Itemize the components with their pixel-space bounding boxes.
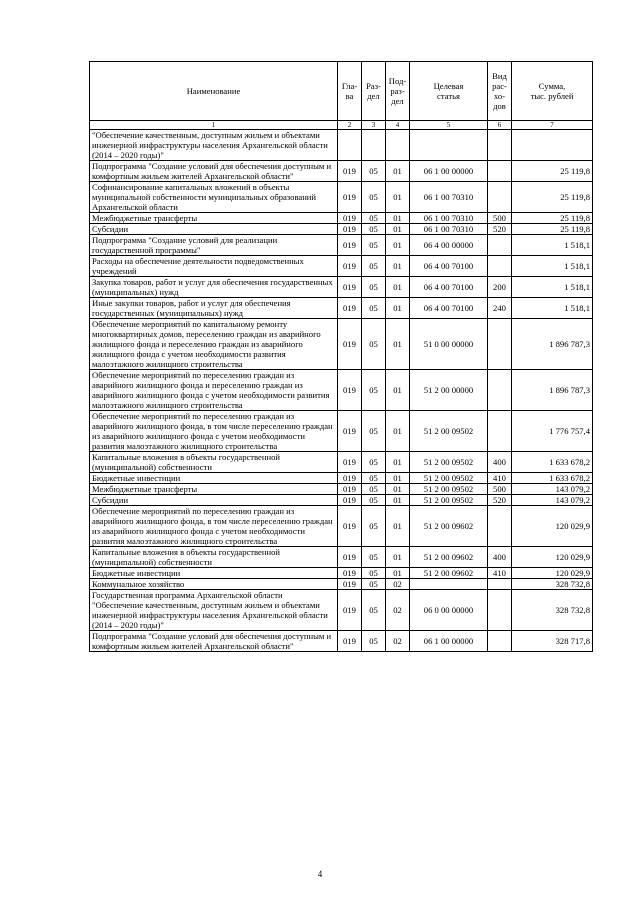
cell-razdel: 05 xyxy=(362,484,386,495)
cell-podrazdel: 01 xyxy=(386,298,410,319)
cell-statya: 51 2 00 09602 xyxy=(410,506,488,547)
cell-vid xyxy=(488,182,512,213)
cell-glava: 019 xyxy=(338,506,362,547)
table-row xyxy=(90,568,593,579)
cell-razdel: 05 xyxy=(362,161,386,182)
cell-razdel: 05 xyxy=(362,319,386,370)
table-row xyxy=(90,411,593,452)
table-row xyxy=(90,130,593,161)
header-razdel: Раз- дел xyxy=(362,62,386,121)
cell-summa: 120 029,9 xyxy=(512,506,593,547)
cell-glava: 019 xyxy=(338,473,362,484)
cell-podrazdel: 02 xyxy=(386,579,410,590)
cell-summa: 25 119,8 xyxy=(512,182,593,213)
cell-summa: 1 518,1 xyxy=(512,256,593,277)
cell-summa: 1 518,1 xyxy=(512,277,593,298)
column-number-row xyxy=(90,121,593,130)
column-number: 6 xyxy=(488,121,512,130)
cell-glava: 019 xyxy=(338,411,362,452)
page-number: 4 xyxy=(317,869,323,879)
cell-podrazdel: 02 xyxy=(386,631,410,652)
cell-statya: 06 1 00 70310 xyxy=(410,224,488,235)
cell-statya: 51 2 00 09502 xyxy=(410,484,488,495)
cell-name: Подпрограмма "Создание условий для реализации государственной программы" xyxy=(90,235,338,256)
cell-statya: 51 2 00 09502 xyxy=(410,473,488,484)
table-body xyxy=(90,62,593,652)
cell-razdel: 05 xyxy=(362,506,386,547)
cell-name: Субсидии xyxy=(90,495,338,506)
cell-statya: 51 2 00 09602 xyxy=(410,547,488,568)
cell-name: Подпрограмма "Создание условий для обеспечения доступным и комфортным жильем жителей Архангельской области" xyxy=(90,161,338,182)
table-row xyxy=(90,452,593,473)
cell-name: "Обеспечение качественным, доступным жильем и объектами инженерной инфраструктуры населения Архангельской области (2014 – 2020 годы)" xyxy=(90,130,338,161)
cell-glava: 019 xyxy=(338,224,362,235)
cell-statya: 51 2 00 00000 xyxy=(410,370,488,411)
cell-vid: 520 xyxy=(488,224,512,235)
cell-razdel: 05 xyxy=(362,298,386,319)
table-row xyxy=(90,213,593,224)
cell-podrazdel: 01 xyxy=(386,495,410,506)
cell-glava: 019 xyxy=(338,298,362,319)
cell-statya xyxy=(410,579,488,590)
cell-glava: 019 xyxy=(338,319,362,370)
column-number: 2 xyxy=(338,121,362,130)
cell-vid xyxy=(488,579,512,590)
table-row xyxy=(90,631,593,652)
cell-glava xyxy=(338,130,362,161)
cell-statya: 51 2 00 09502 xyxy=(410,452,488,473)
header-row xyxy=(90,62,593,121)
cell-podrazdel: 01 xyxy=(386,370,410,411)
cell-statya: 06 1 00 00000 xyxy=(410,631,488,652)
cell-razdel: 05 xyxy=(362,224,386,235)
cell-glava: 019 xyxy=(338,370,362,411)
cell-vid: 410 xyxy=(488,473,512,484)
cell-glava: 019 xyxy=(338,579,362,590)
cell-statya: 06 0 00 00000 xyxy=(410,590,488,631)
cell-razdel xyxy=(362,130,386,161)
cell-name: Межбюджетные трансферты xyxy=(90,213,338,224)
cell-glava: 019 xyxy=(338,277,362,298)
cell-name: Межбюджетные трансферты xyxy=(90,484,338,495)
cell-podrazdel: 01 xyxy=(386,235,410,256)
cell-glava: 019 xyxy=(338,547,362,568)
column-number: 7 xyxy=(512,121,593,130)
table-row xyxy=(90,484,593,495)
cell-statya: 51 2 00 09502 xyxy=(410,495,488,506)
cell-statya: 06 4 00 70100 xyxy=(410,298,488,319)
cell-glava: 019 xyxy=(338,590,362,631)
cell-razdel: 05 xyxy=(362,631,386,652)
cell-vid xyxy=(488,319,512,370)
header-name: Наименование xyxy=(90,62,338,121)
cell-summa: 1 633 678,2 xyxy=(512,473,593,484)
cell-vid xyxy=(488,256,512,277)
table-row xyxy=(90,277,593,298)
cell-name: Капитальные вложения в объекты государственной (муниципальной) собственности xyxy=(90,547,338,568)
cell-podrazdel: 01 xyxy=(386,182,410,213)
column-number: 5 xyxy=(410,121,488,130)
cell-summa: 1 896 787,3 xyxy=(512,319,593,370)
cell-vid: 520 xyxy=(488,495,512,506)
cell-statya: 06 4 00 70100 xyxy=(410,256,488,277)
table-row xyxy=(90,473,593,484)
table-row xyxy=(90,235,593,256)
cell-name: Обеспечение мероприятий по переселению граждан из аварийного жилищного фонда, в том числе переселению граждан из аварийного жилищного фонда с учетом необходимости развития малоэтажного жилищного строительства xyxy=(90,411,338,452)
cell-statya: 51 2 00 09502 xyxy=(410,411,488,452)
cell-name: Софинансирование капитальных вложений в объекты муниципальной собственности муниципальных образований Архангельской области xyxy=(90,182,338,213)
cell-name: Бюджетные инвестиции xyxy=(90,568,338,579)
cell-statya xyxy=(410,130,488,161)
cell-razdel: 05 xyxy=(362,256,386,277)
cell-summa xyxy=(512,130,593,161)
cell-name: Обеспечение мероприятий по переселению граждан из аварийного жилищного фонда, в том числе переселению граждан из аварийного жилищного фонда с учетом необходимости развития малоэтажного жилищного строительства xyxy=(90,506,338,547)
cell-razdel: 05 xyxy=(362,579,386,590)
cell-razdel: 05 xyxy=(362,277,386,298)
cell-summa: 1 633 678,2 xyxy=(512,452,593,473)
header-statya: Целевая статья xyxy=(410,62,488,121)
table-row xyxy=(90,547,593,568)
cell-name: Обеспечение мероприятий по переселению граждан из аварийного жилищного фонда и переселению граждан из аварийного жилищного фонда с учетом необходимости развития малоэтажного жилищного строительства xyxy=(90,370,338,411)
cell-glava: 019 xyxy=(338,484,362,495)
cell-name: Субсидии xyxy=(90,224,338,235)
cell-vid: 400 xyxy=(488,452,512,473)
cell-statya: 06 4 00 00000 xyxy=(410,235,488,256)
table-row xyxy=(90,579,593,590)
cell-summa: 120 029,9 xyxy=(512,547,593,568)
cell-summa: 25 119,8 xyxy=(512,161,593,182)
table-row xyxy=(90,590,593,631)
cell-podrazdel: 01 xyxy=(386,213,410,224)
header-summa: Сумма, тыс. рублей xyxy=(512,62,593,121)
cell-statya: 06 1 00 70310 xyxy=(410,213,488,224)
cell-razdel: 05 xyxy=(362,411,386,452)
cell-summa: 1 518,1 xyxy=(512,235,593,256)
cell-podrazdel: 01 xyxy=(386,484,410,495)
cell-razdel: 05 xyxy=(362,547,386,568)
table-row xyxy=(90,298,593,319)
cell-razdel: 05 xyxy=(362,568,386,579)
table-row xyxy=(90,495,593,506)
cell-razdel: 05 xyxy=(362,213,386,224)
cell-vid: 200 xyxy=(488,277,512,298)
cell-glava: 019 xyxy=(338,256,362,277)
cell-summa: 328 732,8 xyxy=(512,579,593,590)
cell-podrazdel: 01 xyxy=(386,568,410,579)
cell-vid: 500 xyxy=(488,484,512,495)
cell-glava: 019 xyxy=(338,213,362,224)
cell-vid: 240 xyxy=(488,298,512,319)
cell-statya: 06 1 00 00000 xyxy=(410,161,488,182)
cell-podrazdel: 01 xyxy=(386,161,410,182)
table-row xyxy=(90,224,593,235)
header-vid: Вид рас- хо- дов xyxy=(488,62,512,121)
cell-statya: 06 4 00 70100 xyxy=(410,277,488,298)
cell-name: Подпрограмма "Создание условий для обеспечения доступным и комфортным жильем жителей Архангельской области" xyxy=(90,631,338,652)
cell-summa: 143 079,2 xyxy=(512,484,593,495)
cell-name: Государственная программа Архангельской области "Обеспечение качественным, доступным жильем и объектами инженерной инфраструктуры населения Архангельской области (2014 – 2020 годы)" xyxy=(90,590,338,631)
cell-glava: 019 xyxy=(338,161,362,182)
cell-razdel: 05 xyxy=(362,495,386,506)
cell-vid: 410 xyxy=(488,568,512,579)
cell-razdel: 05 xyxy=(362,182,386,213)
column-number: 4 xyxy=(386,121,410,130)
cell-podrazdel: 01 xyxy=(386,256,410,277)
cell-razdel: 05 xyxy=(362,452,386,473)
cell-glava: 019 xyxy=(338,631,362,652)
cell-podrazdel: 02 xyxy=(386,590,410,631)
cell-statya: 51 2 00 09602 xyxy=(410,568,488,579)
cell-summa: 1 518,1 xyxy=(512,298,593,319)
cell-summa: 1 776 757,4 xyxy=(512,411,593,452)
cell-name: Иные закупки товаров, работ и услуг для обеспечения государственных (муниципальных) нужд xyxy=(90,298,338,319)
table-row xyxy=(90,256,593,277)
cell-name: Расходы на обеспечение деятельности подведомственных учреждений xyxy=(90,256,338,277)
cell-vid xyxy=(488,506,512,547)
cell-statya: 06 1 00 70310 xyxy=(410,182,488,213)
cell-glava: 019 xyxy=(338,235,362,256)
cell-vid xyxy=(488,235,512,256)
cell-vid xyxy=(488,631,512,652)
table-row xyxy=(90,161,593,182)
cell-glava: 019 xyxy=(338,452,362,473)
column-number: 1 xyxy=(90,121,338,130)
table-row xyxy=(90,319,593,370)
cell-vid: 400 xyxy=(488,547,512,568)
cell-razdel: 05 xyxy=(362,370,386,411)
cell-name: Закупка товаров, работ и услуг для обеспечения государственных (муниципальных) нужд xyxy=(90,277,338,298)
cell-podrazdel: 01 xyxy=(386,506,410,547)
cell-summa: 25 119,8 xyxy=(512,213,593,224)
cell-podrazdel: 01 xyxy=(386,224,410,235)
table-row xyxy=(90,182,593,213)
column-number: 3 xyxy=(362,121,386,130)
cell-summa: 25 119,8 xyxy=(512,224,593,235)
cell-glava: 019 xyxy=(338,182,362,213)
cell-vid: 500 xyxy=(488,213,512,224)
cell-name: Капитальные вложения в объекты государственной (муниципальной) собственности xyxy=(90,452,338,473)
cell-razdel: 05 xyxy=(362,590,386,631)
cell-summa: 328 732,8 xyxy=(512,590,593,631)
cell-name: Обеспечение мероприятий по капитальному ремонту многоквартирных домов, переселению граждан из аварийного жилищного фонда и переселению граждан из аварийного жилищного фонда с учетом необходимости развития малоэтажного жилищного строительства xyxy=(90,319,338,370)
budget-table xyxy=(89,61,593,652)
cell-podrazdel: 01 xyxy=(386,547,410,568)
cell-razdel: 05 xyxy=(362,235,386,256)
cell-podrazdel: 01 xyxy=(386,411,410,452)
cell-name: Бюджетные инвестиции xyxy=(90,473,338,484)
cell-summa: 1 896 787,3 xyxy=(512,370,593,411)
table-row xyxy=(90,370,593,411)
cell-vid xyxy=(488,590,512,631)
cell-vid xyxy=(488,370,512,411)
cell-vid xyxy=(488,411,512,452)
table-row xyxy=(90,506,593,547)
cell-vid xyxy=(488,161,512,182)
header-podrazdel: Под- раз- дел xyxy=(386,62,410,121)
cell-podrazdel: 01 xyxy=(386,452,410,473)
cell-statya: 51 0 00 00000 xyxy=(410,319,488,370)
cell-summa: 143 079,2 xyxy=(512,495,593,506)
cell-podrazdel: 01 xyxy=(386,473,410,484)
cell-name: Коммунальное хозяйство xyxy=(90,579,338,590)
cell-podrazdel: 01 xyxy=(386,277,410,298)
cell-razdel: 05 xyxy=(362,473,386,484)
cell-summa: 120 029,9 xyxy=(512,568,593,579)
cell-vid xyxy=(488,130,512,161)
cell-podrazdel xyxy=(386,130,410,161)
cell-glava: 019 xyxy=(338,495,362,506)
cell-glava: 019 xyxy=(338,568,362,579)
cell-summa: 328 717,8 xyxy=(512,631,593,652)
header-glava: Гла- ва xyxy=(338,62,362,121)
cell-podrazdel: 01 xyxy=(386,319,410,370)
